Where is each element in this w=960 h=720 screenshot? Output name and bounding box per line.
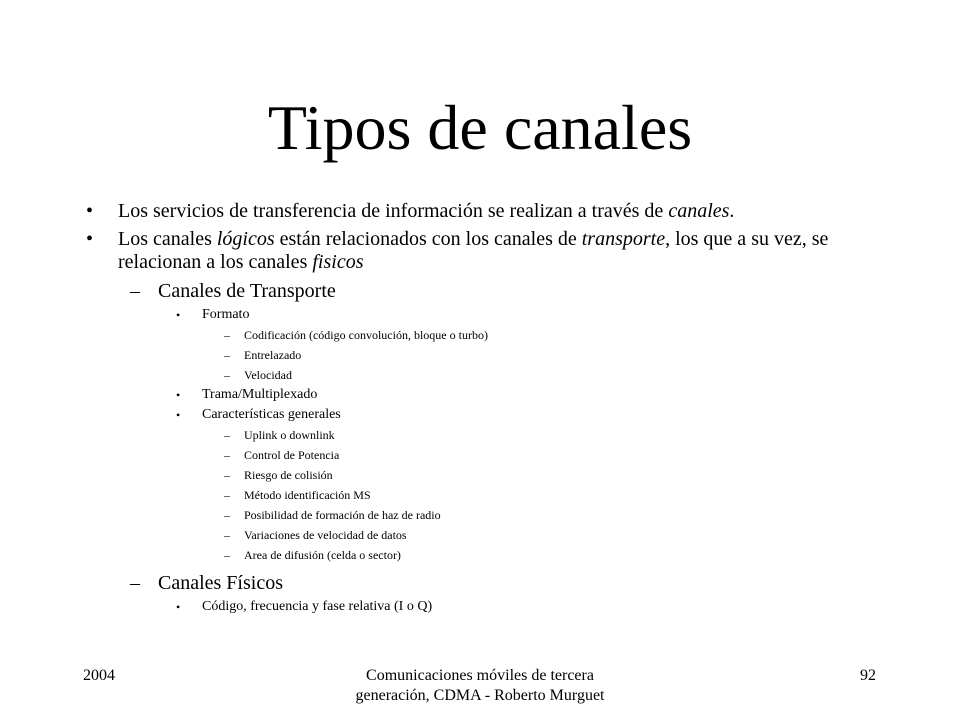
subitem-variaciones xyxy=(84,525,884,545)
dash-icon: – xyxy=(224,348,230,362)
slide-content xyxy=(84,200,884,617)
subitem-entrelazado xyxy=(84,345,884,365)
bullet-emphasis: transporte xyxy=(581,228,666,250)
bullet-text: Los canales xyxy=(118,228,217,250)
subitem-metodo-ms xyxy=(84,485,884,505)
subitem-text: Método identificación MS xyxy=(244,488,371,502)
subitem-riesgo-colision xyxy=(84,465,884,485)
item-text: Trama/Multiplexado xyxy=(202,387,318,402)
dash-icon: – xyxy=(224,488,230,502)
item-text: Formato xyxy=(202,307,250,322)
subitem-velocidad xyxy=(84,365,884,385)
footer-year: 2004 xyxy=(83,667,115,684)
subitem-control-potencia xyxy=(84,445,884,465)
bullet-text: están relacionados con los canales de xyxy=(274,228,582,250)
item-text: Código, frecuencia y fase relativa (I o Q) xyxy=(202,599,433,614)
subitem-text: Riesgo de colisión xyxy=(244,468,333,482)
subitem-text: Entrelazado xyxy=(244,348,302,362)
subitem-text: Area de difusión (celda o sector) xyxy=(244,548,401,562)
dash-icon: – xyxy=(224,448,230,462)
subbullet-canales-fisicos xyxy=(84,571,884,595)
subbullet-text: Canales Físicos xyxy=(158,572,283,594)
dash-icon: – xyxy=(224,528,230,542)
dash-icon: – xyxy=(224,548,230,562)
bullet-icon: • xyxy=(176,600,181,614)
item-formato xyxy=(84,305,884,325)
subitem-codificacion xyxy=(84,325,884,345)
item-text: Características generales xyxy=(202,407,341,422)
footer-page-number: 92 xyxy=(860,667,876,684)
item-codigo-frecuencia xyxy=(84,597,884,617)
bullet-text: . xyxy=(729,200,735,222)
dash-icon: – xyxy=(130,280,140,302)
bullet-emphasis: fisicos xyxy=(312,251,364,273)
item-caracteristicas xyxy=(84,405,884,425)
subbullet-canales-transporte xyxy=(84,279,884,303)
subbullet-text: Canales de Transporte xyxy=(158,280,336,302)
dash-icon: – xyxy=(130,572,140,594)
footer-course-title: Comunicaciones móviles de tercera generación, CDMA - Roberto Murguet xyxy=(355,667,605,704)
subitem-text: Uplink o downlink xyxy=(244,428,335,442)
slide-title: Tipos de canales xyxy=(267,92,693,163)
subitem-haz-radio xyxy=(84,505,884,525)
subitem-text: Variaciones de velocidad de datos xyxy=(244,528,407,542)
bullet-icon: • xyxy=(176,308,181,322)
bullet-servicios xyxy=(84,200,884,223)
bullet-emphasis: lógicos xyxy=(216,228,275,250)
subitem-area-difusion xyxy=(84,545,884,565)
bullet-icon: • xyxy=(176,388,181,402)
bullet-icon: • xyxy=(86,228,94,250)
dash-icon: – xyxy=(224,508,230,522)
subitem-text: Codificación (código convolución, bloque o turbo) xyxy=(244,328,488,342)
bullet-icon: • xyxy=(176,408,181,422)
subitem-text: Posibilidad de formación de haz de radio xyxy=(244,508,441,522)
bullet-canales-logicos xyxy=(84,228,884,274)
bullet-text: Los servicios de transferencia de información se realizan a través de xyxy=(118,200,669,222)
bullet-text: , los que a su vez, se relacionan a los canales xyxy=(118,228,829,273)
dash-icon: – xyxy=(224,328,230,342)
subitem-text: Control de Potencia xyxy=(244,448,340,462)
dash-icon: – xyxy=(224,368,230,382)
bullet-emphasis: canales xyxy=(668,200,730,222)
subitem-uplink xyxy=(84,425,884,445)
subitem-text: Velocidad xyxy=(244,368,292,382)
dash-icon: – xyxy=(224,428,230,442)
item-trama xyxy=(84,385,884,405)
bullet-icon: • xyxy=(86,200,94,222)
dash-icon: – xyxy=(224,468,230,482)
